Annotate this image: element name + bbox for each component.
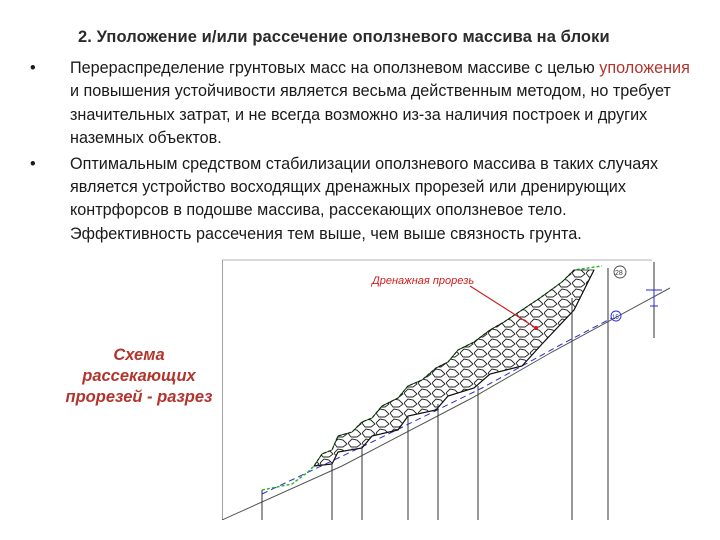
bullet-item — [30, 57, 690, 151]
bullet-text: Оптимальным средством стабилизации оползневого массива в таких случаях является устройство восходящих дренажных прорезей или дренирующих контрфорсов в подошве массива, рассекающих оползневое тело. Эффективность рассечения тем выше, чем выше связность грунта. — [70, 154, 659, 243]
cross-section-svg — [222, 258, 670, 520]
rock-fill — [314, 270, 594, 466]
marker-top-label: 28 — [615, 270, 623, 277]
highlighted-word: уположения — [599, 59, 690, 77]
callout-label: Дренажная прорезь — [372, 275, 475, 287]
bullet-text-start: Перераспределение грунтовых масс на оползневом массиве с целью — [70, 59, 600, 77]
bullet-item — [30, 153, 690, 247]
bullet-text-end: и повышения устойчивости является весьма действенным методом, но требует значительных затрат, и не всегда возможно из-за наличия построек и других наземных объектов. — [70, 82, 671, 148]
callout-dot — [534, 326, 538, 330]
slide-title — [78, 28, 698, 47]
title-part-1: 2. Уположение и/или рассечение оползневого массива на блоки — [78, 28, 610, 46]
marker-mid-label: 15 — [612, 315, 619, 321]
bullet-dot: • — [30, 59, 36, 77]
figure-caption: Схема рассекающих прорезей - разрез — [65, 346, 213, 406]
bullet-list — [30, 57, 690, 246]
bullet-dot: • — [30, 154, 36, 173]
cross-section-diagram — [222, 258, 670, 520]
